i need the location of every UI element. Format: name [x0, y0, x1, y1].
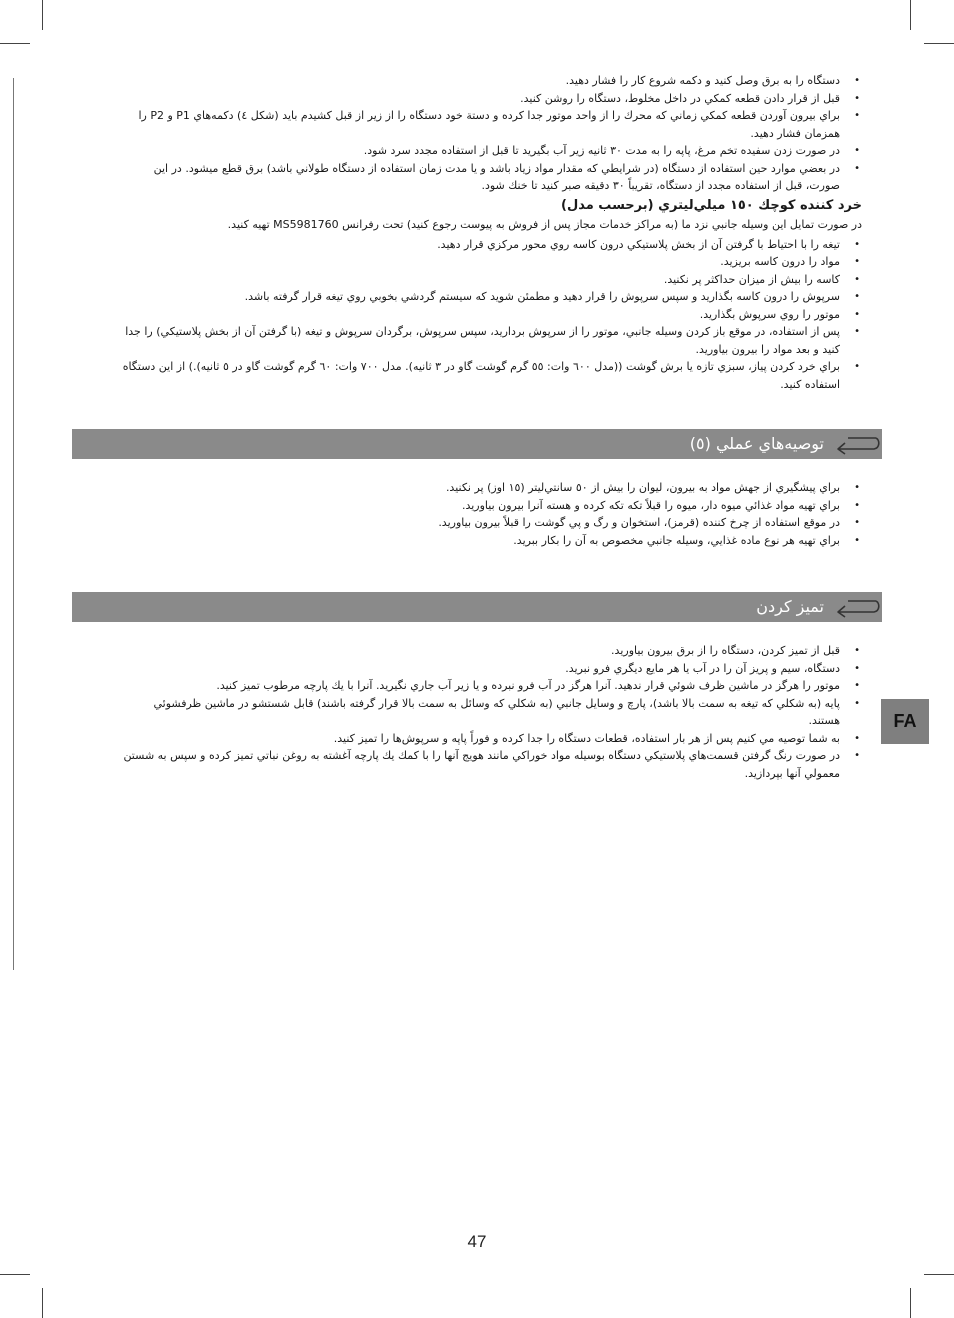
list-item: • پايه (به شكلي كه تيغه به سمت بالا باشد)، پارچ و وسايل جانبي (به شكلي كه وسائل به سمت بالا قرار گرفته باشند) قابل شستشو در ماشين ظرفشوئي هستند.	[120, 695, 862, 730]
list-item: • دستگاه را به برق وصل كنيد و دكمه شروع كار را فشار دهيد.	[120, 72, 862, 90]
arrow-icon	[830, 431, 882, 457]
crop-mark	[910, 1288, 911, 1318]
list-item: • تيغه را با احتياط با گرفتن آن از بخش پلاستيكي درون كاسه روي محور مركزي قرار دهيد.	[120, 236, 862, 254]
practical-block	[120, 479, 862, 549]
crop-mark	[0, 1274, 30, 1275]
mincer-list	[120, 236, 862, 394]
language-tab: FA	[881, 699, 929, 744]
list-item: • براي بيرون آوردن قطعه كمكي زماني كه محرك را از واحد موتور جدا كرده و دستة خود دستگاه را از زير از قبل كشيدم بايد (شكل ٤) دكمه‌هاي P1 و P2 را همزمان فشار دهيد.	[120, 107, 862, 142]
margin-rule	[13, 78, 14, 970]
list-item: • سرپوش را درون كاسه بگذاريد و سپس سرپوش را قرار دهيد و مطمئن شويد كه سيستم گردشي بخوبي روي تيغه قرار گرفته باشد.	[120, 288, 862, 306]
section-bar-cleaning	[72, 592, 882, 622]
section-title: توصيه‌هاي عملي (٥)	[689, 434, 824, 453]
list-item: • قبل از تميز كردن، دستگاه را از برق بيرون بياوريد.	[120, 642, 862, 660]
list-item: • پس از استفاده، در موقع باز كردن وسيله جانبي، موتور را از سرپوش برداريد، سپس سرپوش، برگردان سرپوش و تيغه (با گرفتن آن از بخش پلاستيكي) را جدا كنيد و بعد مواد را بيرون بياوريد.	[120, 323, 862, 358]
page-number: 47	[467, 1232, 487, 1251]
crop-mark	[924, 1274, 954, 1275]
list-item: • به شما توصيه مي كنيم پس از هر بار استفاده، قطعات دستگاه را جدا كرده و فوراً پاپه و سرپوش‌ها را تميز كنيد.	[120, 730, 862, 748]
practical-list	[120, 479, 862, 549]
cleaning-block	[120, 642, 862, 782]
cleaning-list	[120, 642, 862, 782]
list-item: • موتور را هرگز در ماشين ظرف شوئي قرار ندهيد. آنرا هرگز در آب فرو نبرده و يا زير آب جاري نگيريد. آنرا با يك پارچه مرطوب تميز كنيد.	[120, 677, 862, 695]
crop-mark	[0, 43, 30, 44]
intro-list	[120, 72, 862, 195]
list-item: • براي تهيه مواد غذائي ميوه دار، ميوه را قبلاً تكه تكه كرده و هسته آنرا بيرون بياوريد.	[120, 497, 862, 515]
crop-mark	[924, 43, 954, 44]
list-item: • براي پيشگيري از جهش مواد به بيرون، ليوان را بيش از ٥٠ سانتي‌ليتر (١٥ اوز) پر نكنيد.	[120, 479, 862, 497]
crop-mark	[42, 0, 43, 30]
list-item: • موتور را روي سرپوش بگذاريد.	[120, 306, 862, 324]
list-item: • در بعضي موارد حين استفاده از دستگاه (در شرايطي كه مقدار مواد زياد باشد و يا مدت زمان استفاده از دستگاه طولاني باشد) برق قطع ميشود. در اين صورت، قبل از استفاده مجدد از دستگاه، تقريباً ٣٠ دقيقه صبر كنيد تا خنك شود.	[120, 160, 862, 195]
list-item: • در موقع استفاده از چرخ كننده (قرمز)، استخوان و رگ و پي گوشت را قبلاً بيرون بياوريد.	[120, 514, 862, 532]
list-item: • كاسه را بيش از ميزان حداكثر پر نكنيد.	[120, 271, 862, 289]
crop-mark	[910, 0, 911, 30]
list-item: • مواد را درون كاسه بريزيد.	[120, 253, 862, 271]
list-item: • در صورت رنگ گرفتن قسمت‌هاي پلاستيكي دستگاه بوسيله مواد خوراكي مانند هويج آنها را با كمك يك پارچه آغشته به روغن نباتي تميز كرده و سپس به شستن معمولي آنها بپردازيد.	[120, 747, 862, 782]
intro-block	[120, 72, 862, 393]
list-item: • دستگاه، سيم و پريز آن را در آب يا هر مايع ديگري فرو نبريد.	[120, 660, 862, 678]
list-item: • براي تهيه هر نوع ماده غذايي، وسيله جانبي مخصوص به آن را بكار ببريد.	[120, 532, 862, 550]
arrow-icon	[830, 594, 882, 620]
mincer-heading: خرد كننده كوچك ١٥٠ ميلي‌ليتري (برحسب مدل)	[561, 197, 862, 213]
list-item: • قبل از قرار دادن قطعه كمكي در داخل مخلوط، دستگاه را روشن كنيد.	[120, 90, 862, 108]
list-item: • در صورت زدن سفيده تخم مرغ، پاپه را به مدت ٣٠ ثانيه زير آب بگيريد تا قبل از استفاده مجدد سرد شود.	[120, 142, 862, 160]
section-title: تميز كردن	[756, 597, 824, 616]
crop-mark	[42, 1288, 43, 1318]
list-item: • براي خرد كردن پياز، سبزي تازه يا برش گوشت ((مدل ٦٠٠ وات: ٥٥ گرم گوشت گاو در ٣ ثانيه). مدل ٧٠٠ وات: ٦٠ گرم گوشت گاو در ٥ ثانيه).) از اين دستگاه استفاده كنيد.	[120, 358, 862, 393]
section-bar-practical	[72, 429, 882, 459]
mincer-note: در صورت تمايل اين وسيله جانبي نزد ما (به مراكز خدمات مجاز پس از فروش به پيوست رجوع كنيد) تحت رفرانس MS5981760 تهيه كنيد.	[227, 217, 862, 231]
